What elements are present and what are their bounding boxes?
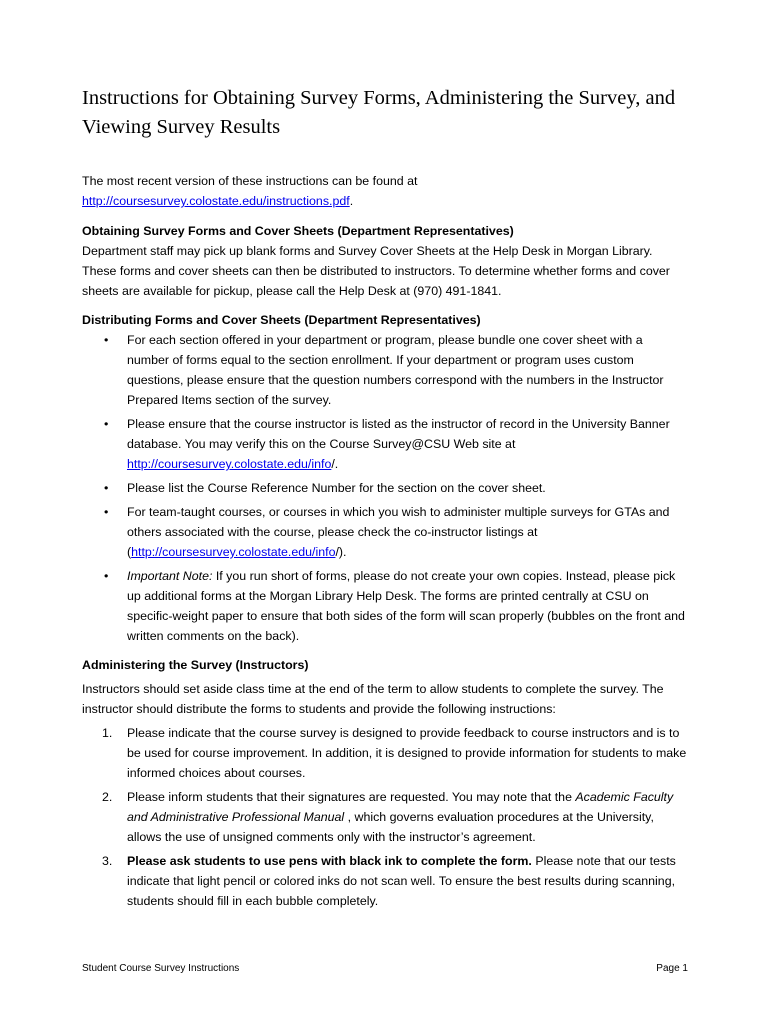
list-item <box>82 414 688 474</box>
list-item <box>82 478 688 498</box>
list-item-text: /. <box>331 457 339 471</box>
bullet-icon: • <box>104 569 109 583</box>
bullet-list <box>82 330 688 646</box>
list-item-text: Please indicate that the course survey is designed to provide feedback to course instructors and is to be used for course improvement. In addition, it is designed to provide information for students to make informed choices about courses. <box>127 726 687 780</box>
step-number: 2. <box>102 790 113 804</box>
instructions-pdf-link[interactable]: http://coursesurvey.colostate.edu/instructions.pdf <box>82 194 350 208</box>
section-heading: Distributing Forms and Cover Sheets (Department Representatives) <box>82 313 481 327</box>
numbered-list <box>82 723 688 911</box>
section-heading: Obtaining Survey Forms and Cover Sheets (Department Representatives) <box>82 224 514 238</box>
list-item-text: Please ensure that the course instructor is listed as the instructor of record in the University Banner database. You may verify this on the Course Survey@CSU Web site at <box>127 417 670 451</box>
list-item <box>82 566 688 646</box>
bullet-icon: • <box>104 333 109 347</box>
list-item <box>82 851 688 911</box>
list-item-text: Please list the Course Reference Number for the section on the cover sheet. <box>127 481 546 495</box>
list-item-text: Please inform students that their signatures are requested. You may note that the <box>127 790 576 804</box>
section-obtaining-forms <box>82 221 688 301</box>
list-item <box>82 330 688 410</box>
bullet-icon: • <box>104 505 109 519</box>
page-title: Instructions for Obtaining Survey Forms, Administering the Survey, and Viewing Survey Results <box>82 87 676 138</box>
co-instructor-info-link[interactable]: http://coursesurvey.colostate.edu/info <box>131 545 336 559</box>
list-item-text: For each section offered in your department or program, please bundle one cover sheet with a number of forms equal to the section enrollment. If your department or program uses custom questions, please ensure that the question numbers correspond with the numbers in the Instructor Prepared Items section of the survey. <box>127 333 664 407</box>
intro-after: . <box>349 194 354 208</box>
page-number: Page 1 <box>656 963 688 974</box>
bullet-icon: • <box>104 417 109 431</box>
list-item-text: Please note that our tests indicate that light pencil or colored inks do not scan well. To ensure the best results during scanning, students should fill in each bubble completely. <box>127 854 676 908</box>
intro-paragraph <box>82 171 688 211</box>
intro-text: The most recent version of these instructions can be found at <box>82 174 418 188</box>
page-footer <box>82 962 688 976</box>
list-item-text: If you run short of forms, please do not create your own copies. Instead, please pick up additional forms at the Morgan Library Help Desk. The forms are printed centrally at CSU on specific-weight paper to ensure that both sides of the form will scan properly (bubbles on the front and written comments on the back). <box>127 569 685 643</box>
step-number: 3. <box>102 854 113 868</box>
bold-instruction: Please ask students to use pens with black ink to complete the form. <box>127 854 532 868</box>
bullet-icon: • <box>104 481 109 495</box>
section-heading: Administering the Survey (Instructors) <box>82 658 309 672</box>
manual-title: Academic Faculty and Administrative Professional Manual <box>127 790 674 824</box>
list-item <box>82 787 688 847</box>
info-link[interactable]: http://coursesurvey.colostate.edu/info <box>127 457 332 471</box>
important-note-label: Important Note: <box>127 569 213 583</box>
section-body: Department staff may pick up blank forms and Survey Cover Sheets at the Help Desk in Morgan Library. These forms and cover sheets can then be distributed to instructors. To determine whether forms and cover sheets are available for pickup, please call the Help Desk at (970) 491-1841. <box>82 244 670 298</box>
list-item-text: ( <box>127 545 132 559</box>
section-body: Instructors should set aside class time at the end of the term to allow students to complete the survey. The instructor should distribute the forms to students and provide the following instructions: <box>82 682 664 716</box>
section-distributing-forms <box>82 310 688 646</box>
list-item-text: /). <box>335 545 347 559</box>
list-item <box>82 502 688 562</box>
list-item <box>82 723 688 783</box>
step-number: 1. <box>102 726 113 740</box>
section-administering-survey <box>82 655 688 911</box>
footer-title: Student Course Survey Instructions <box>82 963 240 974</box>
list-item-text: For team-taught courses, or courses in which you wish to administer multiple surveys for GTAs and others associated with the course, please check the co-instructor listings at <box>127 505 670 539</box>
list-item-text: , which governs evaluation procedures at the University, allows the use of unsigned comments only with the instructor’s agreement. <box>127 810 654 844</box>
